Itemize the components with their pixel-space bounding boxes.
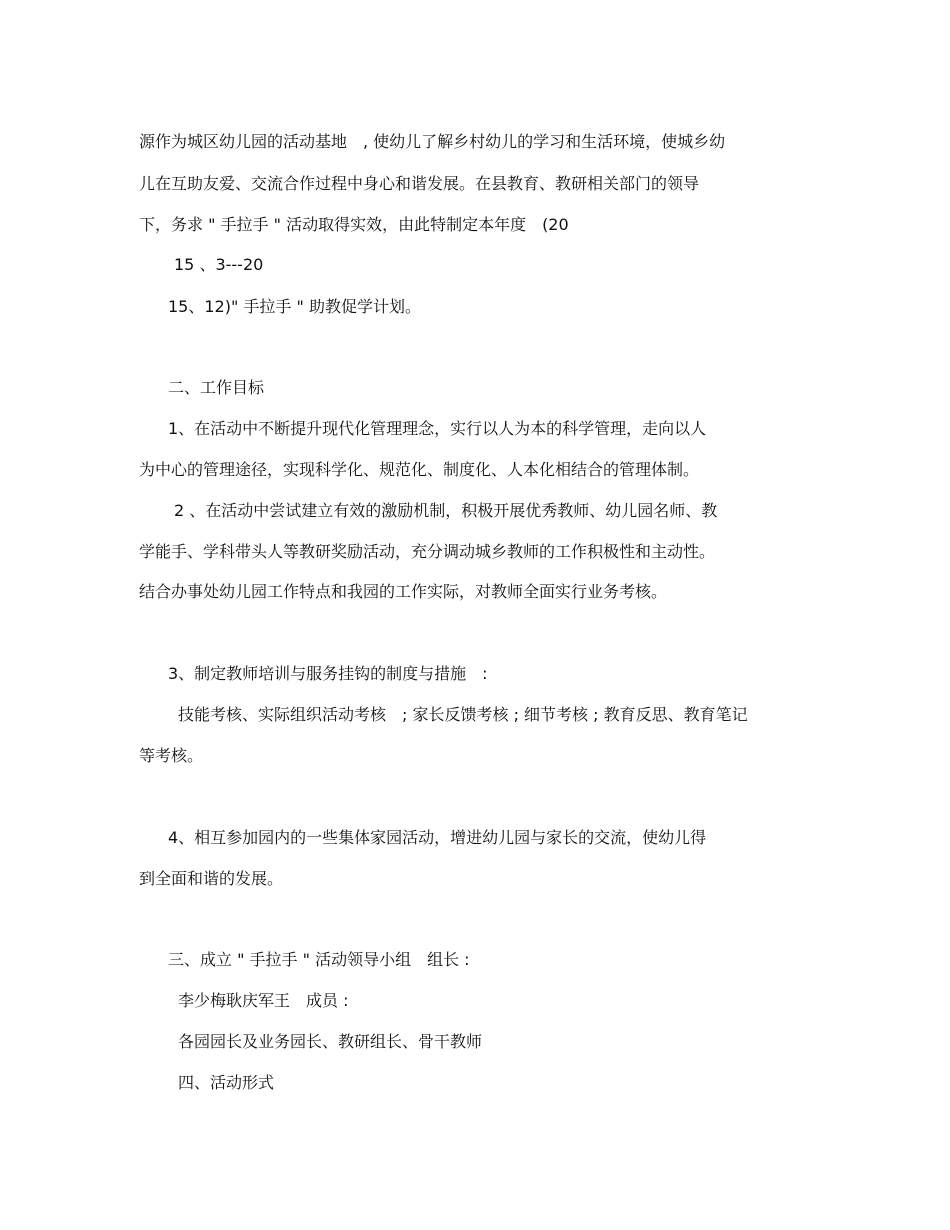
text-line: 15 、3---20: [174, 255, 264, 274]
text-line: 各园园长及业务园长、教研组长、骨干教师: [178, 1032, 483, 1051]
text-line: 4、相互参加园内的一些集体家园活动，增进幼儿园与家长的交流，使幼儿得: [168, 828, 707, 847]
text-line: 为中心的管理途径，实现科学化、规范化、制度化、人本化相结合的管理体制。: [139, 460, 700, 479]
text-line: 3、制定教师培训与服务挂钩的制度与措施 :: [168, 664, 488, 683]
section-heading: 三、成立 " 手拉手 " 活动领导小组 组长 :: [168, 950, 470, 969]
text-line: 2 、在活动中尝试建立有效的激励机制，积极开展优秀教师、幼儿园名师、教: [174, 501, 718, 520]
text-line: 结合办事处幼儿园工作特点和我园的工作实际，对教师全面实行业务考核。: [139, 582, 668, 601]
text-line: 儿在互助友爱、交流合作过程中身心和谐发展。在县教育、教研相关部门的领导: [139, 174, 700, 193]
text-line: 李少梅耿庆军王 成员 :: [178, 991, 349, 1010]
text-line: 学能手、学科带头人等教研奖励活动，充分调动城乡教师的工作积极性和主动性。: [139, 542, 716, 561]
text-line: 下，务求 " 手拉手 " 活动取得实效，由此特制定本年度 (20: [139, 215, 569, 234]
text-line: 等考核。: [139, 746, 204, 765]
text-line: 技能考核、实际组织活动考核 ; 家长反馈考核 ; 细节考核 ; 教育反思、教育笔记: [178, 705, 748, 724]
text-line: 源作为城区幼儿园的活动基地 , 使幼儿了解乡村幼儿的学习和生活环境，使城乡幼: [139, 132, 726, 151]
text-line: 15、12)" 手拉手 " 助教促学计划。: [168, 297, 421, 316]
text-line: 到全面和谐的发展。: [139, 869, 284, 888]
text-line: 1、在活动中不断提升现代化管理理念，实行以人为本的科学管理，走向以人: [168, 419, 707, 438]
section-heading: 二、工作目标: [168, 378, 265, 397]
section-heading: 四、活动形式: [178, 1073, 275, 1092]
